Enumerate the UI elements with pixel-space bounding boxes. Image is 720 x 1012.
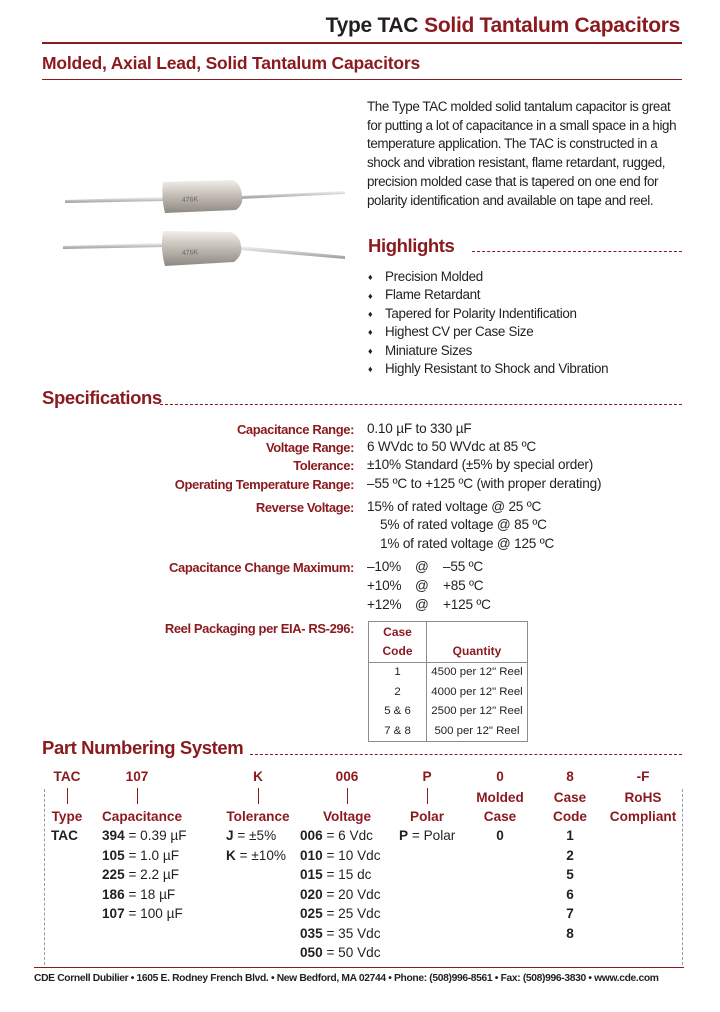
case-value: 6 [566,887,574,902]
list-item: ♦ Tapered for Polarity Indentification [368,305,608,323]
code-tolerance: K [253,769,263,784]
code-voltage: 006 [335,769,359,784]
header-molded: Molded [476,790,524,805]
list-item: ♦ Flame Retardant [368,286,608,304]
list-item: 025 = 25 Vdc [300,906,381,921]
bullet-icon: ♦ [368,364,373,375]
bullet-icon: ♦ [368,345,373,356]
table-row: 7 & 8 500 per 12" Reel [369,722,528,742]
footer-contact: CDE Cornell Dubilier • 1605 E. Rodney French Blvd. • New Bedford, MA 02744 • Phone: (508)996-8561 • Fax: (508)996-3830 • www.cde.com [34,973,659,984]
bullet-icon: ♦ [368,272,373,283]
tick-mark [258,788,259,804]
list-item: K = ±10% [226,848,286,863]
header-rohs: RoHS [624,790,662,805]
reel-packaging-label: Reel Packaging per EIA- RS-296: [164,621,354,636]
header-rohs-compliant: Compliant [609,809,677,824]
case-value: 1 [566,828,574,843]
capacitance-range-value: 0.10 µF to 330 µF [367,421,472,436]
capacitor-photo [60,160,350,280]
list-item: 010 = 10 Vdc [300,848,381,863]
list-item: 015 = 15 dc [300,867,372,882]
reverse-voltage-line: 5% of rated voltage @ 85 ºC [380,517,547,532]
table-header-row [369,622,528,663]
reel-packaging-table [368,621,528,742]
molded-value: 0 [496,828,504,843]
highlights-rule [472,251,682,252]
tick-mark [427,788,428,804]
header-tolerance: Tolerance [226,809,290,824]
type-value: TAC [51,828,78,843]
tick-mark [67,788,68,804]
operating-temp-label: Operating Temperature Range: [174,477,354,492]
header-case: Case [553,790,587,805]
list-item: J = ±5% [226,828,277,843]
code-rohs: -F [636,769,650,784]
highlights-list [368,268,608,378]
operating-temp-value: –55 ºC to +125 ºC (with proper derating) [367,476,602,491]
divider-left [44,789,45,965]
capacitor-upper [65,180,345,213]
case-code-header: Case Code [369,622,427,663]
intro-paragraph: The Type TAC molded solid tantalum capacitor is great for putting a lot of capacitance in a small space in a high temperature application. The TAC is constructed in a shock and vibration resistant, flame retardant, rugged, precision molded case that is tapered on one end for polarity identification and available on tape and reel. [367,99,677,208]
list-item: 105 = 1.0 µF [102,848,179,863]
tick-mark [347,788,348,804]
case-value: 7 [566,906,574,921]
header-voltage: Voltage [322,809,372,824]
list-item: ♦ Precision Molded [368,268,608,286]
table-row: 2 4000 per 12" Reel [369,683,528,703]
divider-right [682,789,683,965]
list-item: 035 = 35 Vdc [300,926,381,941]
tick-mark [137,788,138,804]
case-value: 8 [566,926,574,941]
specifications-rule [160,404,682,405]
list-item: 186 = 18 µF [102,887,176,902]
code-capacitance: 107 [125,769,149,784]
code-polar: P [422,769,432,784]
code-molded: 0 [496,769,504,784]
tolerance-label: Tolerance: [293,458,354,473]
page-subtitle: Molded, Axial Lead, Solid Tantalum Capacitors [42,53,421,73]
bullet-icon: ♦ [368,290,373,301]
footer-rule [34,967,684,968]
header-case-code: Code [553,809,587,824]
voltage-range-label: Voltage Range: [265,440,354,455]
code-case: 8 [566,769,574,784]
list-item: ♦ Highest CV per Case Size [368,323,608,341]
table-row: 1 4500 per 12" Reel [369,663,528,683]
case-value: 2 [566,848,574,863]
code-type: TAC [53,769,81,784]
capacitance-range-label: Capacitance Range: [236,422,354,437]
header-molded-case: Case [483,809,517,824]
cap-change-label: Capacitance Change Maximum: [169,560,354,575]
voltage-range-value: 6 WVdc to 50 WVdc at 85 ºC [367,439,537,454]
reverse-voltage-line: 15% of rated voltage @ 25 ºC [367,499,542,514]
reverse-voltage-line: 1% of rated voltage @ 125 ºC [380,536,555,551]
capacitor-lower [63,231,345,266]
subtitle-rule [42,79,682,80]
list-item: 394 = 0.39 µF [102,828,187,843]
header-title: Solid Tantalum Capacitors [424,14,680,37]
quantity-header: Quantity [427,622,528,663]
table-row: 5 & 6 2500 per 12" Reel [369,702,528,722]
highlights-heading: Highlights [368,235,455,256]
tolerance-value: ±10% Standard (±5% by special order) [367,457,594,472]
capacitor-marking-lower: 476K [181,249,199,257]
header-type: Type [51,809,83,824]
list-item: 225 = 2.2 µF [102,867,179,882]
header-polar: Polar [410,809,444,824]
type-label: Type TAC [325,14,419,37]
bullet-icon: ♦ [368,327,373,338]
header-rule [42,42,682,44]
list-item: 020 = 20 Vdc [300,887,381,902]
list-item: 050 = 50 Vdc [300,945,381,960]
header-capacitance: Capacitance [101,809,183,824]
bullet-icon: ♦ [368,309,373,320]
list-item: ♦ Miniature Sizes [368,342,608,360]
list-item: ♦ Highly Resistant to Shock and Vibration [368,360,608,378]
list-item: 107 = 100 µF [102,906,183,921]
page-header-title [326,14,680,38]
part-numbering-rule [250,754,682,755]
list-item: 006 = 6 Vdc [300,828,373,843]
list-item: P = Polar [399,828,456,843]
reverse-voltage-label: Reverse Voltage: [255,500,354,515]
case-value: 5 [566,867,574,882]
part-numbering-heading: Part Numbering System [42,737,244,758]
specifications-heading: Specifications [42,387,162,408]
capacitor-marking-upper: 476K [181,196,199,204]
